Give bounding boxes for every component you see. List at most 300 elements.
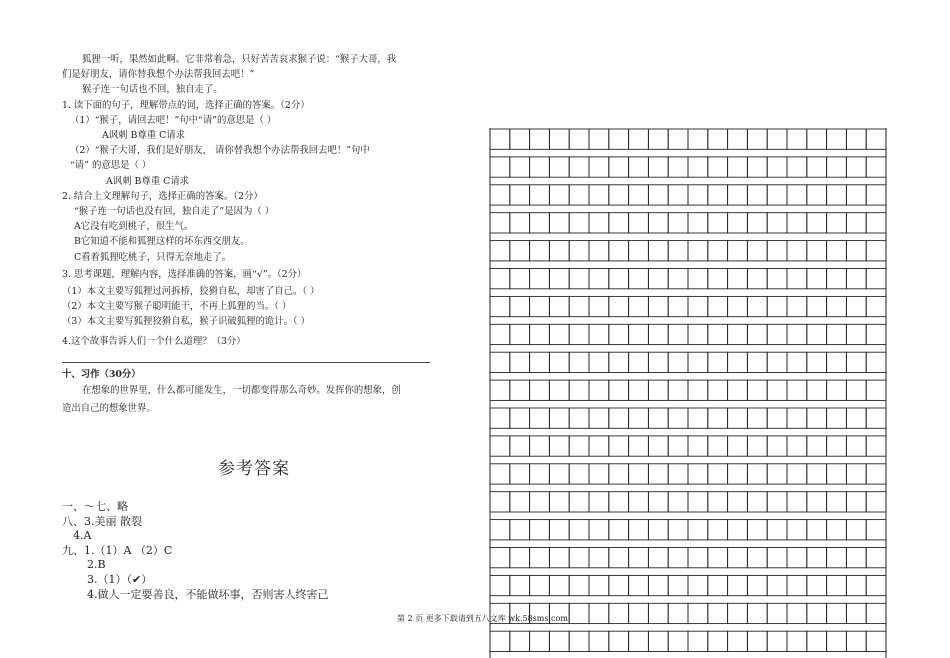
grid-cell xyxy=(787,380,807,400)
grid-cell xyxy=(787,157,807,177)
grid-cell xyxy=(827,269,847,289)
grid-cell xyxy=(668,575,688,595)
grid-cell xyxy=(629,129,649,149)
grid-cell xyxy=(846,575,866,595)
grid-cell xyxy=(530,492,550,512)
grid-cell xyxy=(688,157,708,177)
grid-cell xyxy=(549,352,569,372)
grid-cell xyxy=(688,631,708,651)
grid-cell xyxy=(549,520,569,540)
grid-cell xyxy=(688,520,708,540)
grid-cell xyxy=(530,436,550,456)
grid-cell xyxy=(490,436,510,456)
grid-cell xyxy=(609,157,629,177)
grid-cell xyxy=(530,296,550,316)
grid-cell xyxy=(728,408,748,428)
grid-cell xyxy=(688,324,708,344)
grid-cell xyxy=(688,464,708,484)
grid-cell xyxy=(807,603,827,623)
answer-line-6: 3.（1）（✔） xyxy=(87,572,153,586)
grid-cell xyxy=(787,185,807,205)
grid-cell xyxy=(846,129,866,149)
grid-cell xyxy=(688,548,708,568)
grid-cell xyxy=(510,324,530,344)
grid-cell xyxy=(708,548,728,568)
grid-cell xyxy=(807,241,827,261)
grid-cell xyxy=(569,603,589,623)
grid-cell xyxy=(767,324,787,344)
grid-cell xyxy=(846,436,866,456)
question-2-option-a: A它没有吃到桃子，很生气。 xyxy=(74,221,194,233)
grid-cell xyxy=(787,464,807,484)
grid-cell xyxy=(589,575,609,595)
grid-cell xyxy=(549,241,569,261)
grid-cell xyxy=(668,241,688,261)
grid-cell xyxy=(846,631,866,651)
grid-cell xyxy=(589,548,609,568)
grid-cell xyxy=(648,324,668,344)
grid-cell xyxy=(827,603,847,623)
grid-cell xyxy=(787,241,807,261)
grid-cell xyxy=(530,241,550,261)
grid-cell xyxy=(530,380,550,400)
answer-key xyxy=(62,500,329,602)
grid-cell xyxy=(668,324,688,344)
grid-cell xyxy=(728,185,748,205)
grid-cell xyxy=(609,296,629,316)
grid-cell xyxy=(728,520,748,540)
grid-cell xyxy=(530,185,550,205)
grid-cell xyxy=(708,492,728,512)
grid-cell xyxy=(728,631,748,651)
grid-cell xyxy=(490,380,510,400)
grid-cell xyxy=(609,213,629,233)
grid-cell xyxy=(530,324,550,344)
grid-cell xyxy=(728,575,748,595)
grid-cell xyxy=(787,269,807,289)
grid-cell xyxy=(549,380,569,400)
grid-cell xyxy=(787,631,807,651)
grid-cell xyxy=(490,296,510,316)
grid-cell xyxy=(866,213,886,233)
grid-cell xyxy=(688,603,708,623)
question-3-option-1: （1）本文主要写狐狸过河拆桥，狡猾自私，却害了自己。（ ） xyxy=(62,286,320,298)
grid-cell xyxy=(807,631,827,651)
grid-cell xyxy=(589,157,609,177)
grid-cell xyxy=(609,352,629,372)
grid-cell xyxy=(827,575,847,595)
grid-cell xyxy=(807,520,827,540)
grid-cell xyxy=(866,296,886,316)
grid-cell xyxy=(549,324,569,344)
grid-cell xyxy=(629,352,649,372)
grid-cell xyxy=(747,380,767,400)
grid-cell xyxy=(609,241,629,261)
answer-key-title: 参考答案 xyxy=(218,459,290,479)
grid-cell xyxy=(629,548,649,568)
grid-cell xyxy=(549,213,569,233)
grid-cell xyxy=(668,157,688,177)
grid-cell xyxy=(609,464,629,484)
grid-cell xyxy=(648,269,668,289)
grid-cell xyxy=(609,603,629,623)
grid-cell xyxy=(827,324,847,344)
grid-cell xyxy=(510,269,530,289)
grid-cell xyxy=(530,548,550,568)
grid-cell xyxy=(629,631,649,651)
grid-cell xyxy=(728,157,748,177)
grid-cell xyxy=(846,548,866,568)
grid-cell xyxy=(569,269,589,289)
grid-cell xyxy=(549,129,569,149)
grid-cell xyxy=(846,324,866,344)
grid-cell xyxy=(549,464,569,484)
section-10-prompt: 在想象的世界里，什么都可能发生，一切都变得那么奇妙。发挥你的想象，创 xyxy=(82,385,401,397)
grid-cell xyxy=(648,157,668,177)
grid-cell xyxy=(866,129,886,149)
grid-cell xyxy=(569,575,589,595)
grid-cell xyxy=(728,548,748,568)
grid-cell xyxy=(648,296,668,316)
grid-cell xyxy=(827,185,847,205)
grid-cell xyxy=(708,603,728,623)
grid-cell xyxy=(866,185,886,205)
grid-cell xyxy=(787,296,807,316)
grid-cell xyxy=(708,436,728,456)
grid-cell xyxy=(530,269,550,289)
grid-cell xyxy=(510,436,530,456)
page-footer: 第 2 页 更多下载请到五八文库 wk.58sms.com xyxy=(397,614,568,623)
grid-cell xyxy=(549,436,569,456)
grid-cell xyxy=(787,603,807,623)
grid-cell xyxy=(708,129,728,149)
grid-cell xyxy=(589,296,609,316)
grid-cell xyxy=(767,575,787,595)
grid-cell xyxy=(569,324,589,344)
grid-cell xyxy=(530,213,550,233)
grid-cell xyxy=(668,408,688,428)
grid-cell xyxy=(490,269,510,289)
grid-cell xyxy=(490,408,510,428)
grid-cell xyxy=(530,631,550,651)
grid-cell xyxy=(530,520,550,540)
answer-line xyxy=(62,362,430,363)
question-2-option-c: C看着狐狸吃桃子，只得无奈地走了。 xyxy=(74,251,232,263)
grid-cell xyxy=(827,241,847,261)
grid-cell xyxy=(866,464,886,484)
grid-cell xyxy=(648,408,668,428)
grid-cell xyxy=(708,631,728,651)
grid-cell xyxy=(827,436,847,456)
grid-cell xyxy=(747,185,767,205)
grid-cell xyxy=(866,492,886,512)
grid-cell xyxy=(807,324,827,344)
story-paragraph-2: 猴子连一句话也不回，独自走了。 xyxy=(82,84,223,96)
grid-cell xyxy=(728,436,748,456)
reading-section xyxy=(62,52,447,349)
grid-cell xyxy=(827,631,847,651)
grid-cell xyxy=(510,380,530,400)
grid-cell xyxy=(787,352,807,372)
grid-cell xyxy=(747,408,767,428)
grid-cell xyxy=(767,296,787,316)
grid-cell xyxy=(708,157,728,177)
grid-cell xyxy=(668,548,688,568)
grid-cell xyxy=(648,575,668,595)
grid-cell xyxy=(589,241,609,261)
grid-cell xyxy=(807,380,827,400)
grid-cell xyxy=(767,603,787,623)
grid-cell xyxy=(747,464,767,484)
grid-cell xyxy=(609,269,629,289)
grid-cell xyxy=(708,380,728,400)
grid-cell xyxy=(530,129,550,149)
grid-cell xyxy=(629,436,649,456)
grid-cell xyxy=(688,408,708,428)
question-2-stem: 2. 结合上文理解句子，选择正确的答案。（2分） xyxy=(62,190,263,202)
grid-cell xyxy=(866,380,886,400)
grid-cell xyxy=(490,129,510,149)
grid-cell xyxy=(827,157,847,177)
question-1-sub-2: （2）“猴子大哥，我们是好朋友， 请你替我想个办法帮我回去吧！”句中 xyxy=(70,145,370,157)
grid-cell xyxy=(688,575,708,595)
grid-cell xyxy=(510,352,530,372)
grid-cell xyxy=(490,464,510,484)
grid-cell xyxy=(510,241,530,261)
grid-cell xyxy=(648,129,668,149)
grid-cell xyxy=(807,213,827,233)
grid-cell xyxy=(767,241,787,261)
grid-cell xyxy=(747,631,767,651)
question-1-sub-1-options: A讽刺 B尊重 C请求 xyxy=(102,130,186,142)
grid-cell xyxy=(728,269,748,289)
grid-cell xyxy=(767,464,787,484)
grid-cell xyxy=(747,296,767,316)
grid-cell xyxy=(510,296,530,316)
grid-cell xyxy=(569,241,589,261)
grid-cell xyxy=(569,631,589,651)
grid-cell xyxy=(609,380,629,400)
grid-cell xyxy=(569,157,589,177)
grid-cell xyxy=(688,380,708,400)
grid-cell xyxy=(866,269,886,289)
grid-cell xyxy=(569,185,589,205)
grid-cell xyxy=(827,492,847,512)
grid-cell xyxy=(648,520,668,540)
grid-cell xyxy=(569,129,589,149)
grid-cell xyxy=(609,408,629,428)
story-paragraph-1: 狐狸一听，果然如此啊。它非常着急，只好苦苦哀求猴子说：“猴子大哥，我 xyxy=(82,54,397,65)
grid-cell xyxy=(629,241,649,261)
question-3-option-2: （2）本文主要写猴子聪明能干，不再上狐狸的当。（ ） xyxy=(62,301,292,313)
grid-cell xyxy=(668,436,688,456)
grid-cell xyxy=(747,352,767,372)
writing-grid xyxy=(489,128,887,658)
grid-cell xyxy=(747,548,767,568)
grid-cell xyxy=(609,520,629,540)
grid-cell xyxy=(510,492,530,512)
grid-cell xyxy=(629,520,649,540)
grid-cell xyxy=(688,185,708,205)
question-1-sub-1: （1）“猴子，请回去吧！”句中“请”的意思是（ ） xyxy=(70,114,277,126)
grid-cell xyxy=(807,352,827,372)
grid-cell xyxy=(530,352,550,372)
grid-cell xyxy=(589,129,609,149)
writing-grid-svg xyxy=(489,128,887,658)
grid-cell xyxy=(629,269,649,289)
grid-cell xyxy=(668,296,688,316)
grid-cell xyxy=(728,296,748,316)
grid-cell xyxy=(767,492,787,512)
question-2-option-b: B它知道不能和狐狸这样的坏东西交朋友。 xyxy=(74,236,250,248)
question-2-quote: “猴子连一句话也没有回，独自走了”是因为（ ） xyxy=(74,206,275,218)
grid-cell xyxy=(589,408,609,428)
grid-cell xyxy=(648,548,668,568)
grid-cell xyxy=(490,213,510,233)
grid-cell xyxy=(648,352,668,372)
grid-cell xyxy=(569,464,589,484)
grid-cell xyxy=(530,575,550,595)
grid-cell xyxy=(866,603,886,623)
answer-line-1: 一、～七、略 xyxy=(62,500,128,513)
grid-cell xyxy=(569,408,589,428)
grid-cell xyxy=(648,436,668,456)
grid-cell xyxy=(589,464,609,484)
grid-cell xyxy=(569,548,589,568)
grid-cell xyxy=(827,380,847,400)
grid-cell xyxy=(530,408,550,428)
grid-cell xyxy=(767,548,787,568)
grid-cell xyxy=(827,352,847,372)
writing-section xyxy=(62,367,447,417)
grid-cell xyxy=(668,492,688,512)
grid-cell xyxy=(767,157,787,177)
grid-cell xyxy=(490,492,510,512)
grid-cell xyxy=(846,492,866,512)
grid-cell xyxy=(629,185,649,205)
grid-cell xyxy=(728,464,748,484)
grid-cell xyxy=(747,157,767,177)
grid-cell xyxy=(648,603,668,623)
story-paragraph-1-cont: 们是好朋友，请你替我想个办法帮我回去吧！” xyxy=(62,69,255,81)
grid-cell xyxy=(767,352,787,372)
grid-cell xyxy=(569,380,589,400)
grid-cell xyxy=(668,269,688,289)
grid-cell xyxy=(827,520,847,540)
grid-cell xyxy=(589,352,609,372)
grid-cell xyxy=(807,436,827,456)
grid-cell xyxy=(668,352,688,372)
grid-cell xyxy=(648,213,668,233)
grid-cell xyxy=(629,408,649,428)
grid-cell xyxy=(668,520,688,540)
grid-cell xyxy=(549,157,569,177)
grid-cell xyxy=(767,129,787,149)
grid-cell xyxy=(490,575,510,595)
grid-cell xyxy=(866,324,886,344)
grid-cell xyxy=(609,324,629,344)
grid-cell xyxy=(747,520,767,540)
grid-cell xyxy=(866,631,886,651)
grid-cell xyxy=(807,464,827,484)
grid-cell xyxy=(688,129,708,149)
grid-cell xyxy=(549,296,569,316)
answer-line-4: 九、1.（1）A （2）C xyxy=(62,543,173,557)
grid-cell xyxy=(510,129,530,149)
grid-cell xyxy=(609,631,629,651)
answer-line-2: 八、3.美丽 散裂 xyxy=(62,514,142,528)
grid-cell xyxy=(569,213,589,233)
grid-cell xyxy=(609,575,629,595)
grid-cell xyxy=(648,464,668,484)
grid-cell xyxy=(747,213,767,233)
grid-cell xyxy=(708,520,728,540)
grid-cell xyxy=(609,185,629,205)
grid-cell xyxy=(866,520,886,540)
grid-cell xyxy=(549,408,569,428)
grid-cell xyxy=(668,129,688,149)
grid-cell xyxy=(787,129,807,149)
grid-cell xyxy=(609,492,629,512)
grid-cell xyxy=(688,436,708,456)
grid-cell xyxy=(708,296,728,316)
grid-cell xyxy=(668,603,688,623)
grid-cell xyxy=(747,575,767,595)
grid-cell xyxy=(510,213,530,233)
grid-cell xyxy=(846,296,866,316)
grid-cell xyxy=(688,352,708,372)
grid-cell xyxy=(866,352,886,372)
grid-cell xyxy=(589,492,609,512)
grid-cell xyxy=(629,603,649,623)
grid-cell xyxy=(589,603,609,623)
grid-cell xyxy=(510,185,530,205)
question-4-stem: 4.这个故事告诉人们一个什么道理？（3分） xyxy=(62,335,246,347)
grid-cell xyxy=(747,492,767,512)
grid-cell xyxy=(609,548,629,568)
grid-cell xyxy=(767,520,787,540)
grid-cell xyxy=(629,213,649,233)
grid-cell xyxy=(767,380,787,400)
grid-cell xyxy=(728,129,748,149)
grid-cell xyxy=(569,296,589,316)
grid-cell xyxy=(747,241,767,261)
grid-cell xyxy=(827,296,847,316)
grid-cell xyxy=(787,408,807,428)
grid-cell xyxy=(688,269,708,289)
grid-cell xyxy=(827,408,847,428)
grid-cell xyxy=(846,352,866,372)
grid-cell xyxy=(767,436,787,456)
answer-line-3: 4.A xyxy=(73,529,92,543)
grid-cell xyxy=(629,464,649,484)
grid-cell xyxy=(846,213,866,233)
grid-cell xyxy=(708,575,728,595)
grid-cell xyxy=(549,631,569,651)
grid-cell xyxy=(490,631,510,651)
grid-cell xyxy=(589,436,609,456)
grid-cell xyxy=(846,241,866,261)
grid-cell xyxy=(787,324,807,344)
grid-cell xyxy=(549,185,569,205)
grid-cell xyxy=(668,213,688,233)
grid-cell xyxy=(648,185,668,205)
answer-line-5: 2.B xyxy=(87,558,106,572)
grid-cell xyxy=(629,324,649,344)
grid-cell xyxy=(569,520,589,540)
grid-cell xyxy=(589,213,609,233)
grid-cell xyxy=(866,241,886,261)
